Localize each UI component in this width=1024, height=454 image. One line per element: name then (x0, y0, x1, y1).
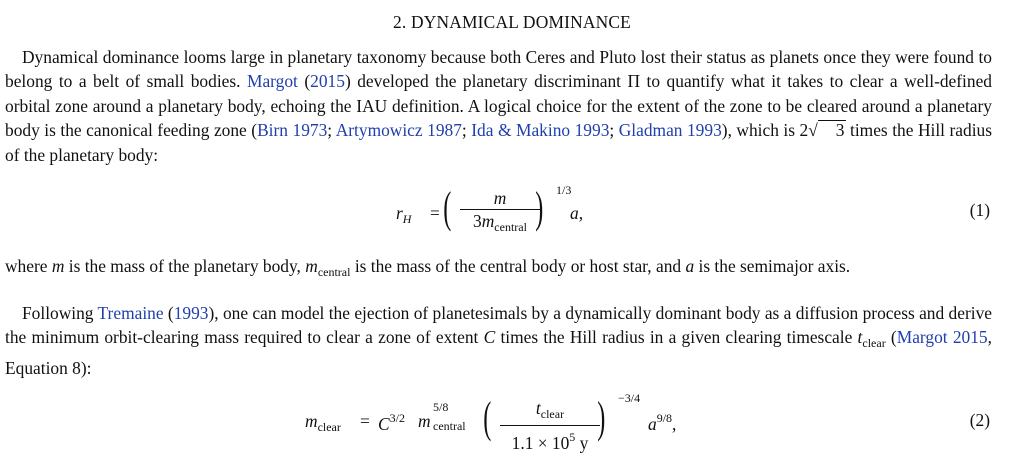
citation-margot-2015[interactable]: Margot 2015 (896, 327, 988, 348)
p2-var-a: a (685, 256, 695, 276)
p3-text-3: times the Hill radius in a given clearing timescale (495, 327, 858, 348)
p3-text-2: ), one can model the ejection of planetesimals by a dynamically dominant body as a diffusion process and derive the minimum orbit-clearing mass required to clear a zone of extent (5, 303, 992, 348)
eq2-right-paren: ) (597, 393, 606, 442)
p1-text-1: Dynamical dominance looms large in planetary taxonomy because both Ceres and Pluto lost their status as planets once they were found to belong to a belt of small bodies. (5, 47, 992, 92)
eq2-C-term (378, 411, 405, 435)
p3-text-1: Following (22, 303, 98, 323)
citation-margot-year[interactable]: 2015 (310, 71, 345, 92)
eq1-tail: a, (570, 203, 584, 223)
equation-1 (0, 183, 1024, 243)
eq1-r-subscript: H (402, 212, 412, 226)
p2-text-1: where (5, 256, 52, 276)
eq2-den-unit: y (575, 433, 589, 453)
eq1-exponent: 1/3 (556, 183, 572, 197)
sqrt-argument: 3 (818, 120, 846, 140)
eq2-den-exponent: 5 (569, 430, 576, 444)
eq2-a-exponent: 9/8 (656, 411, 673, 425)
citation-ida-makino-1993[interactable]: Ida & Makino 1993 (471, 120, 610, 141)
p2-text-2: is the mass of the planetary body, (64, 256, 306, 276)
eq1-equals: = (430, 203, 440, 223)
citation-birn-1973[interactable]: Birn 1973 (257, 120, 328, 141)
eq2-C-exponent: 3/2 (389, 411, 405, 425)
eq1-left-paren: ( (443, 183, 452, 232)
eq2-numerator (500, 397, 600, 425)
eq2-comma: , (672, 414, 677, 434)
paragraph-dynamical-dominance: Dynamical dominance looms large in planetary taxonomy because both Ceres and Pluto lost their status as planets once they were found to belong to a belt of small bodies. Margot (2015) developed the planetary discriminant Π to quantify what it takes to clear a well-defined orbital zone around a planetary body, echoing the IAU definition. A logical choice for the extent of the zone to be cleared around a planetary body is the canonical feeding zone (Birn 1973; Artymowicz 1987; Ida & Makino 1993; Gladman 1993), which is 2√ 3 times the Hill radius of the planetary body: (5, 47, 993, 165)
p1-text-2: ) developed the planetary discriminant Π to quantify what it takes to clear a well-defined orbital zone around a planetary body, echoing the IAU definition. A logical choice for the extent of the zone to be cleared around a planetary body is the canonical feeding zone ( (5, 71, 993, 141)
eq1-den-coef: 3 (473, 211, 482, 231)
p2-var-m: m (51, 256, 65, 276)
eq2-a: a (648, 414, 657, 434)
eq2-mcentral-term (418, 411, 431, 432)
eq1-lhs (396, 203, 411, 227)
eq1-r: r (396, 203, 403, 223)
citation-artymowicz-1987[interactable]: Artymowicz 1987 (335, 120, 462, 141)
p2-var-mcentral-subscript: central (317, 265, 351, 279)
equation-number-2: (2) (969, 410, 990, 430)
paragraph-variables (5, 254, 992, 284)
eq1-den-subscript: central (494, 220, 527, 234)
citation-gladman-1993[interactable]: Gladman 1993 (618, 120, 722, 141)
eq2-left-paren: ( (483, 393, 492, 442)
equation-number-1: (1) (969, 200, 990, 220)
section-heading: 2. DYNAMICAL DOMINANCE (392, 12, 632, 32)
citation-margot[interactable]: Margot (246, 71, 298, 92)
eq2-m-subscript: clear (317, 420, 341, 434)
eq2-mcentral: m (418, 411, 431, 431)
eq2-lhs (305, 411, 341, 435)
p1-text-4: times the Hill radius of the planetary body: (5, 120, 993, 165)
eq1-right-paren: ) (535, 183, 544, 232)
p3-text-4: ( (885, 327, 897, 348)
eq2-equals: = (360, 411, 370, 431)
p3-var-t: t (857, 327, 863, 348)
eq1-fraction (460, 187, 540, 238)
equation-2 (0, 391, 1024, 451)
eq1-den-m: m (481, 211, 495, 231)
citation-tremaine-year[interactable]: 1993 (173, 303, 209, 323)
eq2-num-subscript: clear (540, 407, 565, 421)
paragraph-tremaine: Following Tremaine (1993), one can model the ejection of planetesimals by a dynamically dominant body as a diffusion process and derive the minimum orbit-clearing mass required to clear a zone of extent C times the Hill radius in a given clearing timescale $t_{clear}$ (Margot 2015, Equation 8): (5, 303, 992, 378)
citation-tremaine[interactable]: Tremaine (97, 303, 164, 323)
p2-text-3: is the mass of the central body or host star, and (350, 256, 686, 276)
p2-var-mcentral: m (305, 256, 318, 276)
eq2-mcentral-subscript: central (433, 419, 466, 433)
eq1-denominator (460, 210, 540, 238)
p1-text-3: ), which is 2 (721, 120, 809, 141)
p3-var-t-subscript: clear (862, 336, 886, 351)
p3-text-5: , Equation 8): (5, 327, 992, 378)
eq2-num-t: t (535, 398, 541, 418)
eq2-den-text: 1.1 × 10 (511, 433, 570, 453)
eq2-exponent: −3/4 (618, 391, 641, 405)
eq2-a-term (648, 411, 676, 435)
eq2-C: C (378, 414, 390, 434)
eq1-numerator: m (493, 188, 507, 208)
eq2-denominator (500, 426, 600, 454)
eq2-m: m (305, 411, 318, 431)
p3-var-C: C (483, 327, 496, 348)
p2-text-4: is the semimajor axis. (694, 256, 851, 276)
eq2-mcentral-exponent: 5/8 (433, 400, 449, 414)
eq2-fraction (500, 397, 600, 454)
